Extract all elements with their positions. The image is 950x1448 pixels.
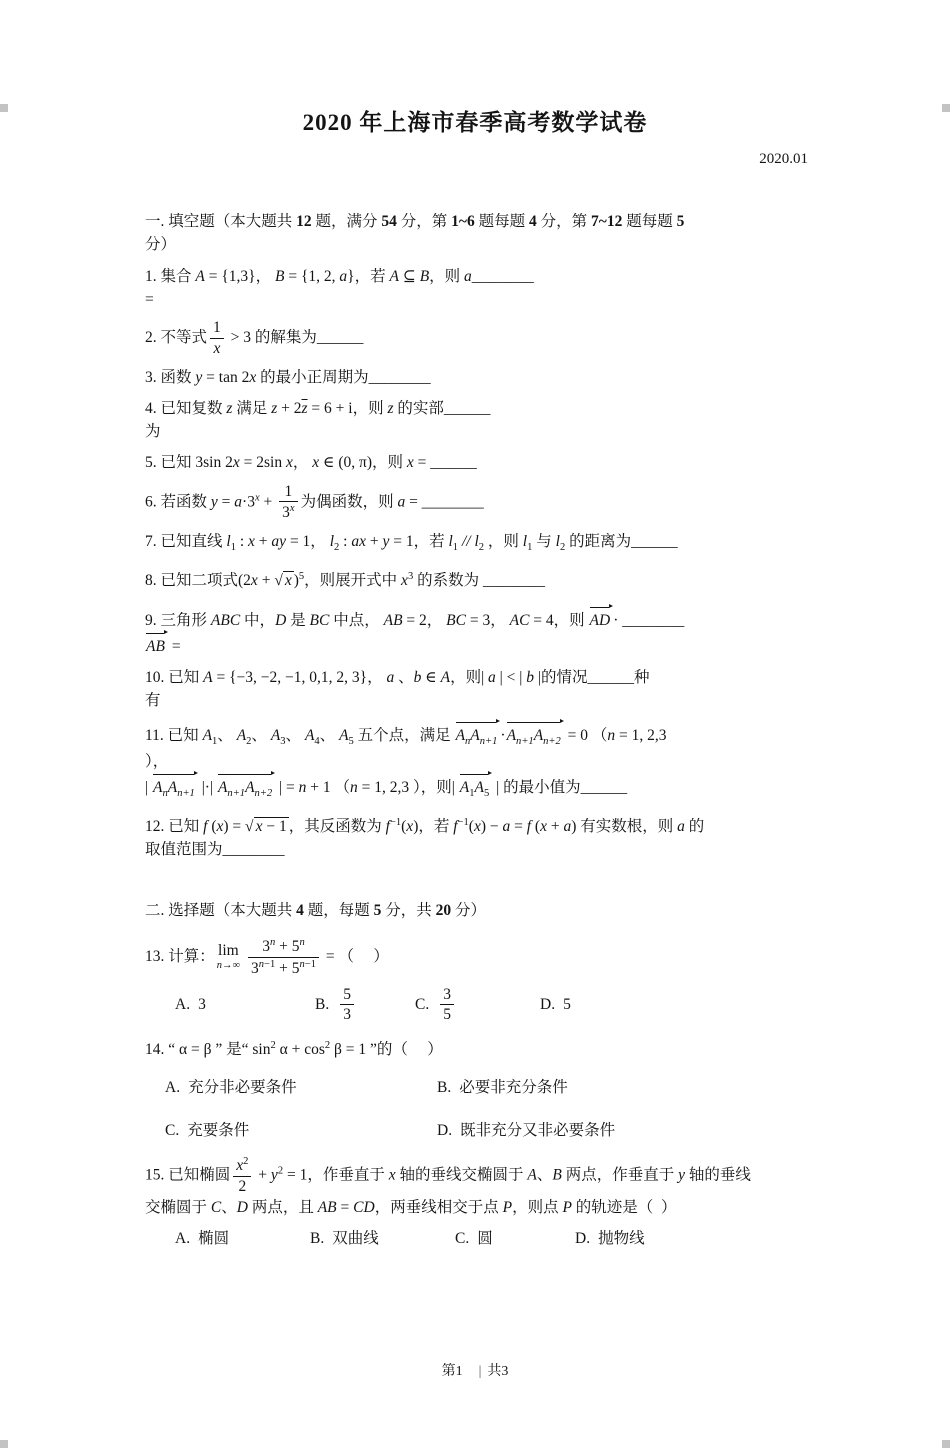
option-text: 椭圆 [198, 1230, 230, 1248]
question-4: 4. 已知复数 z 满足 $z + 2\overline{z} = 6 + i$，则 z 的实部______ 为 [145, 399, 491, 441]
option-text: 抛物线 [598, 1230, 645, 1248]
question-13-option-d [540, 993, 571, 1016]
question-8: 8. 已知二项式(2x + √ x )$^5$，则展开式中 $x^3$ 的系数为 ________ [145, 571, 545, 590]
question-13-stem: 13. 计算： lim n→∞ $\frac{3^n + 5^n}{3^{n-1} + 5^{n-1}}$ = （ ） [145, 936, 389, 977]
question-15-option-c [455, 1227, 575, 1250]
question-6: 6. 若函数 $y = a\cdot 3^x$ + $\frac{1}{3^x}$ 为偶函数，则 a = ________ [145, 482, 484, 522]
section-2-heading: 二. 选择题（本大题共 4 题，每题 5 分，共 20 分） [145, 902, 487, 920]
question-14-stem: 14. “ α = β ” 是“ $\sin^2 \alpha + \cos^2 \beta = 1$ ”的（ ） [145, 1040, 443, 1059]
footer-total-pages: 共3 [487, 1364, 509, 1379]
section-1-heading: 一. 填空题（本大题共 12 题，满分 54 分，第 1~6 题每题 4 分，第 7~12 题每题 5 分） [145, 213, 685, 254]
option-text: 既非充分又非必要条件 [460, 1121, 616, 1139]
option-label: D. [540, 996, 556, 1014]
question-14-option-d [437, 1119, 820, 1142]
question-15-option-d [575, 1227, 645, 1250]
option-text: 圆 [477, 1230, 493, 1248]
exam-date: 2020.01 [759, 151, 808, 167]
page-corner-mark-bottom-right [942, 1440, 950, 1448]
question-14-option-a [165, 1076, 437, 1099]
option-text: 双曲线 [332, 1230, 379, 1248]
question-14-options [145, 1076, 820, 1143]
question-3: 3. 函数 y = tan 2x 的最小正周期为________ [145, 368, 431, 386]
option-label: B. [437, 1078, 452, 1096]
footer-separator: | [478, 1364, 482, 1379]
question-13-options [145, 986, 820, 1025]
footer-page-number: 第1 [441, 1364, 463, 1379]
option-label: C. [165, 1121, 180, 1139]
option-text: 3 [198, 996, 206, 1014]
page-corner-mark-top-right [942, 104, 950, 112]
question-11: 11. 已知 $A_1$、 $A_2$、 $A_3$、 $A_4$、 $A_5$ 五个点，满足 $A_nA_{n+1} \cdot A_{n+1}A_{n+2} = 0$ （n = 1, 2,3 ）， | $A_nA_{n+1}$ |·| $A_{n+1}A_{n+2}$ | = n + 1 （n = 1, 2,3 ），则| $A_1A_5$ | 的最小值为______ [145, 721, 820, 802]
question-14-option-c [165, 1119, 437, 1142]
question-14 [145, 1038, 820, 1142]
option-text: 必要非充分条件 [459, 1078, 568, 1096]
question-15-option-a [175, 1227, 310, 1250]
question-1: 1. 集合 A = {1,3}， B = {1, 2, a}，若 A ⊆ B，则 a________ = [145, 267, 534, 308]
question-14-option-b [437, 1076, 820, 1099]
option-text: $\frac{5}{3}$ [337, 986, 357, 1025]
question-13-option-b [315, 986, 415, 1025]
option-text: 5 [563, 996, 571, 1014]
question-15-options [145, 1227, 820, 1250]
question-13-option-c [415, 986, 540, 1025]
option-label: D. [575, 1230, 591, 1248]
question-12: 12. 已知 f (x) = √ x − 1 ，其反函数为 $f^{-1}(x)$，若 $f^{-1}(x) - a = f$ (x + a) 有实数根，则 a 的 取值范围为________ [145, 816, 705, 859]
exam-content [0, 210, 950, 1250]
option-label: C. [455, 1230, 470, 1248]
question-2: 2. 不等式 $\frac{1}{x}$ > 3 的解集为______ [145, 319, 364, 357]
question-9: 9. 三角形 ABC 中，D 是 BC 中点， AB = 2， BC = 3， AC = 4，则 AD · ________ AB = [145, 606, 820, 659]
exam-page [0, 104, 950, 1379]
question-7: 7. 已知直线 $l_1$ : x + ay = 1， $l_2$ : ax + y = 1，若 $l_1 // l_2$ ，则 $l_1$ 与 $l_2$ 的距离为______ [145, 533, 678, 554]
question-15-stem: 15. 已知椭圆 $\frac{x^2}{2}$ + $y^2 = 1$，作垂直于 x 轴的垂线交椭圆于 A、B 两点，作垂直于 y 轴的垂线 交椭圆于 C、D 两点，且 AB = CD，两垂线相交于点 P，则点 P 的轨迹是（ ） [145, 1156, 751, 1216]
page-corner-mark-bottom-left [0, 1440, 8, 1448]
option-label: A. [175, 996, 191, 1014]
question-13 [145, 937, 820, 1025]
option-label: C. [415, 996, 430, 1014]
option-label: A. [175, 1230, 191, 1248]
option-text: 充分非必要条件 [188, 1078, 297, 1096]
question-15-option-b [310, 1227, 455, 1250]
page-corner-mark-top-left [0, 104, 8, 112]
option-label: B. [310, 1230, 325, 1248]
question-10: 10. 已知 A = {−3, −2, −1, 0,1, 2, 3}， a 、b ∈ A，则| a | < | b |的情况______种 有 [145, 669, 650, 710]
exam-title: 2020 年上海市春季高考数学试卷 [302, 110, 648, 135]
question-15 [145, 1156, 820, 1250]
page-footer [0, 1360, 950, 1380]
question-5: 5. 已知 3sin 2x = 2sin x， x ∈ (0, π)，则 x = ______ [145, 454, 477, 472]
option-label: A. [165, 1078, 181, 1096]
option-label: B. [315, 996, 330, 1014]
question-13-option-a [175, 993, 315, 1016]
option-label: D. [437, 1121, 453, 1139]
option-text: $\frac{3}{5}$ [437, 986, 457, 1025]
option-text: 充要条件 [187, 1121, 250, 1139]
